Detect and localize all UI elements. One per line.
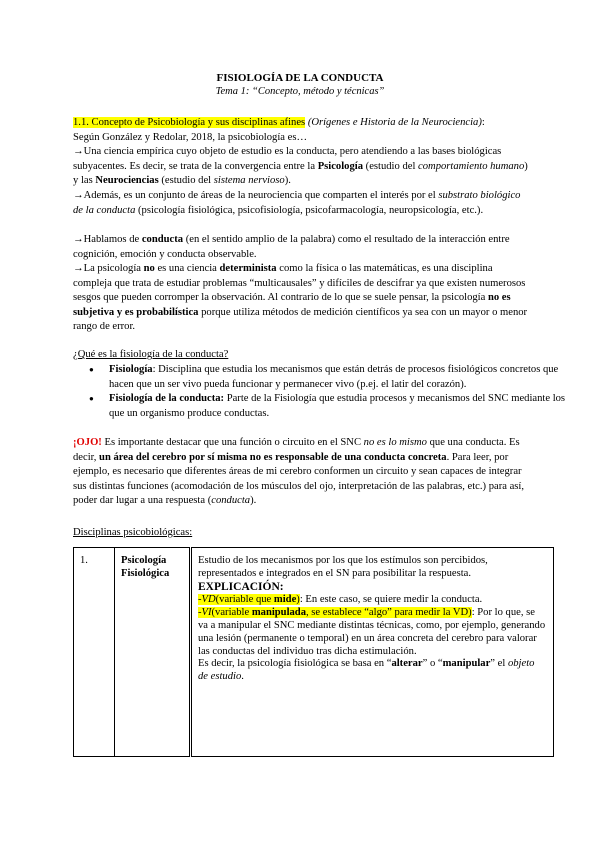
- paragraph-4: →La psicología no es una ciencia determinista como la física o las matemáticas, es una disciplina compleja que trata de estudiar problemas “multicausales” y difíciles de descifrar ya que existen numerosos sesgos que pueden corromper la observación. Al contrario de lo que se suele pensar, la psicología no es subjetiva y es probabilística porque utiliza métodos de medición científicos ya sea con un mayor o menor rango de error.: [73, 263, 528, 332]
- list-item: ● Fisiología de la conducta: Parte de la Fisiología que estudia procesos y mecanismos del SNC mediante los que un organismo produce conductas.: [109, 392, 569, 421]
- table-row: [74, 548, 554, 757]
- section-question: ¿Qué es la fisiología de la conducta?: [73, 349, 229, 360]
- paragraph-3: →Hablamos de conducta (en el sentido amplio de la palabra) como el resultado de la interacción entre cognición, emoción y conducta observable.: [73, 234, 510, 260]
- paragraph-1: →Una ciencia empírica cuyo objeto de estudio es la conducta, pero atendiendo a las bases biológicas subyacentes. Es decir, se trata de la convergencia entre la Psicología (estudio del comportamiento humano) y las Neurociencias (estudio del sistema nervioso).: [73, 146, 528, 186]
- source-reference: (Orígenes e Historia de la Neurociencia): [307, 117, 482, 128]
- warning-label: ¡OJO!: [73, 437, 102, 448]
- document-subtitle: Tema 1: “Concepto, método y técnicas”: [215, 86, 385, 97]
- note-paragraph: ¡OJO! Es importante destacar que una función o circuito en el SNC no es lo mismo que una conducta. Es decir, un área del cerebro por sí misma no es responsable de una conducta concreta. Para leer, por ejemplo, es necesario que diferentes áreas de mi cerebro conformen un circuito y sean capaces de integrar sus distintas funciones (acomodación de los músculos del ojo, interpretación de las palabras, etc.) para así, poder dar lugar a una respuesta (conducta).: [73, 437, 524, 506]
- heading-highlight: 1.1. Concepto de Psicobiología y sus disciplinas afines: [73, 117, 306, 128]
- document-title: FISIOLOGÍA DE LA CONDUCTA: [216, 72, 384, 84]
- list-item: ● Fisiología: Disciplina que estudia los mecanismos que están detrás de procesos fisiológicos concretos que hacen que un ser vivo pueda funcionar y permanecer vivo (p.ej. el latir del corazón).: [109, 363, 569, 392]
- definition-list: [73, 363, 569, 421]
- discipline-name: Psicología Fisiológica: [115, 548, 191, 757]
- paragraph-2: →Además, es un conjunto de áreas de la neurociencia que comparten el interés por el substrato biológico de la conducta (psicología fisiológica, psicofisiología, psicofarmacología, neuropsicología, etc.).: [73, 190, 521, 216]
- section-heading-1: 1.1. Concepto de Psicobiología y sus disciplinas afines (Orígenes e Historia de la Neurociencia): Según González y Redolar, 2018, la psicobiología es…: [73, 117, 485, 143]
- row-number: 1.: [74, 548, 115, 757]
- discipline-description: Estudio de los mecanismos por los que los estímulos son percibidos, representados e integrados en el SN para posibilitar la respuesta. EXPLICACIÓN: -VD(variable que mide): En este caso, se quiere medir la conducta. -VI(variable manipulada, se establece “algo” para medir la VD): Por lo que, se va a manipular el SNC mediante distintas técnicas, como, por ejemplo, generando una lesión (permanente o temporal) en un área concreta del cerebro para valorar las conductas del individuo tras dicha estimulación. Es decir, la psicología fisiológica se basa en “alterar” o “manipular” el objeto de estudio.: [191, 548, 554, 757]
- disciplines-heading: Disciplinas psicobiológicas:: [73, 527, 193, 538]
- disciplines-table: [73, 547, 554, 757]
- intro-text: Según González y Redolar, 2018, la psicobiología es…: [73, 131, 308, 143]
